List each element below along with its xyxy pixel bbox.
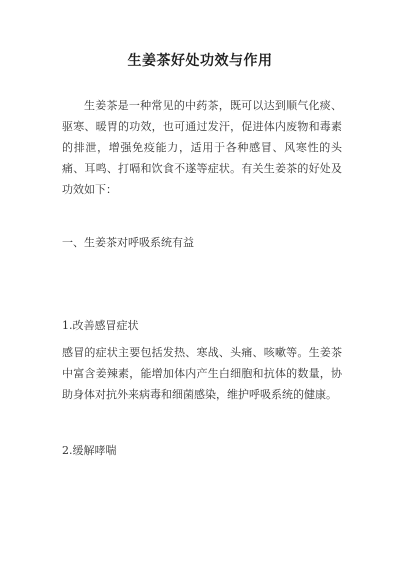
document-title: 生姜茶好处功效与作用 — [127, 53, 273, 69]
intro-paragraph: 生姜茶是一种常见的中药茶，既可以达到顺气化痰、驱寒、暖胃的功效，也可通过发汗，促进体内废物和毒素的排泄，增强免疫能力，适用于各种感冒、风寒性的头痛、耳鸣、打嗝和饮食不遂等症状。有关生姜茶的好处及功效如下： — [62, 99, 342, 196]
subheading-cold-symptoms: 1.改善感冒症状 — [62, 319, 139, 332]
cold-symptoms-paragraph: 感冒的症状主要包括发热、寒战、头痛、咳嗽等。生姜茶中富含姜辣素，能增加体内产生白细胞和抗体的数量，协助身体对抗外来病毒和细菌感染，维护呼吸系统的健康。 — [62, 346, 342, 401]
subheading-asthma: 2.缓解哮喘 — [62, 444, 117, 457]
section-heading-respiratory: 一、生姜茶对呼吸系统有益 — [62, 236, 194, 249]
